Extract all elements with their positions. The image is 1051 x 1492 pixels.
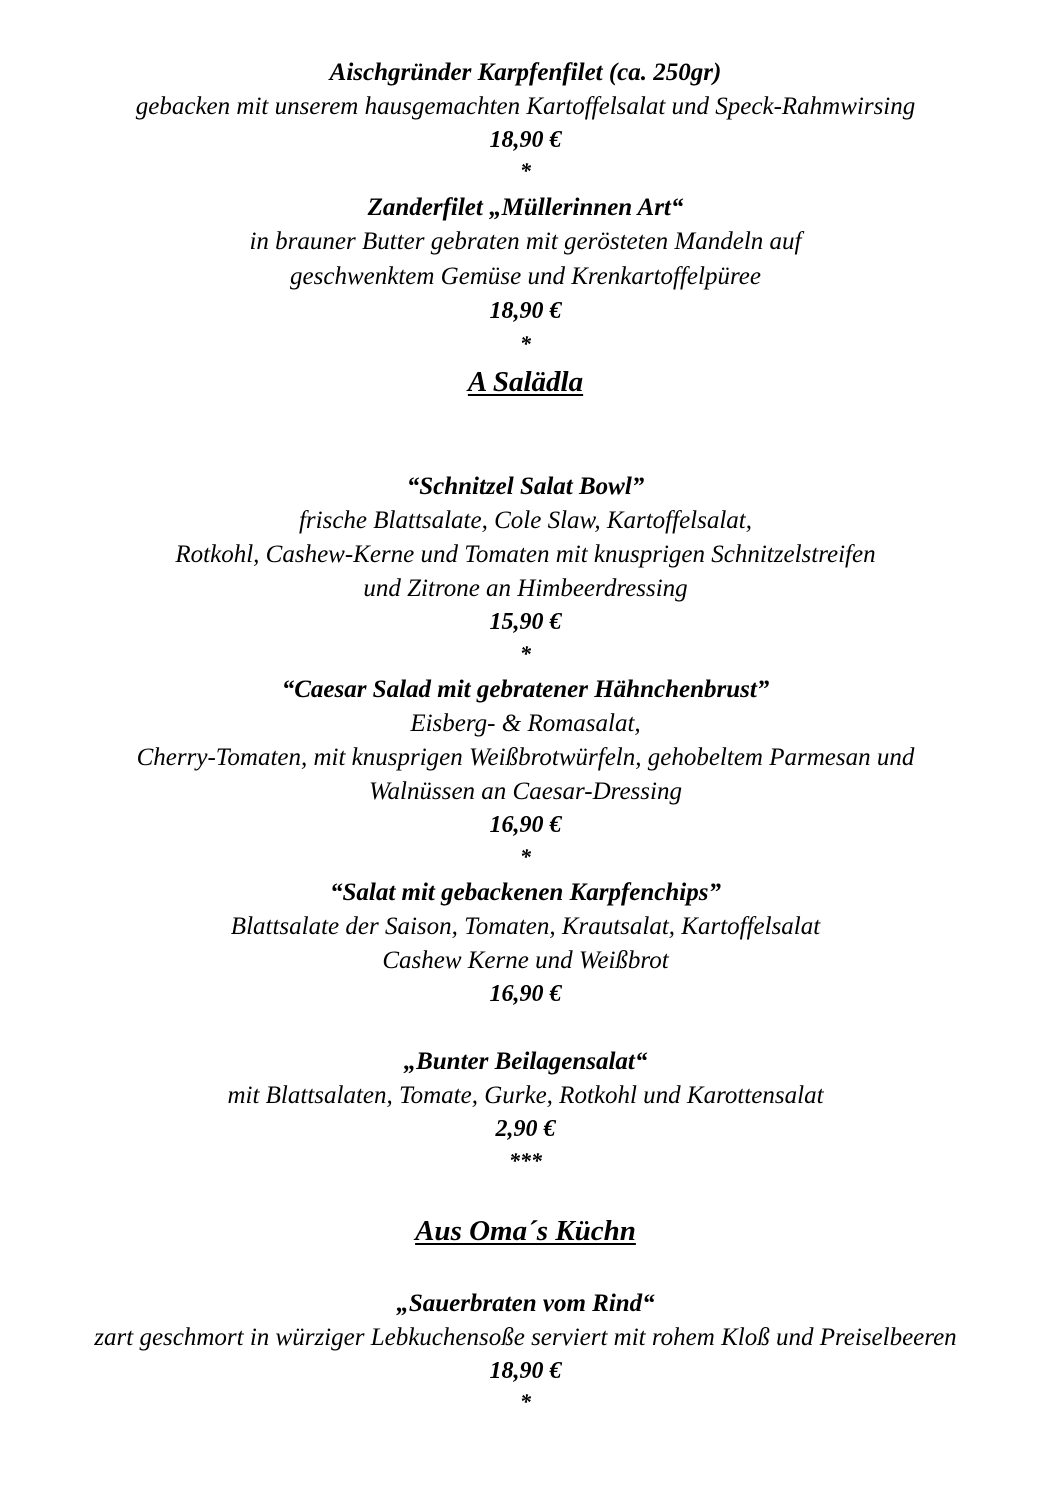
separator: *	[520, 844, 531, 869]
separator: *	[520, 331, 531, 356]
dish-title-zanderfilet: Zanderfilet „Müllerinnen Art“	[367, 194, 684, 221]
dish-description: Cherry-Tomaten, mit knusprigen Weißbrotwürfeln, gehobeltem Parmesan und	[136, 744, 915, 771]
dish-description: Walnüssen an Caesar-Dressing	[369, 778, 682, 805]
dish-description: Cashew Kerne und Weißbrot	[382, 947, 669, 974]
dish-title-schnitzel-salat-bowl: “Schnitzel Salat Bowl”	[406, 473, 645, 500]
dish-price: 15,90 €	[489, 609, 562, 635]
dish-title-sauerbraten: „Sauerbraten vom Rind“	[396, 1290, 655, 1317]
dish-description: Blattsalate der Saison, Tomaten, Krautsalat, Kartoffelsalat	[230, 913, 821, 940]
dish-description: geschwenktem Gemüse und Krenkartoffelpüree	[290, 263, 761, 290]
dish-price: 16,90 €	[489, 812, 562, 838]
section-heading-oma: Aus Oma´s Küchn	[415, 1215, 636, 1247]
dish-title-caesar-salad: “Caesar Salad mit gebratener Hähnchenbrust”	[281, 676, 770, 703]
dish-price: 16,90 €	[489, 981, 562, 1007]
dish-title-beilagensalat: „Bunter Beilagensalat“	[403, 1048, 648, 1075]
dish-price: 2,90 €	[495, 1116, 556, 1142]
separator: *	[520, 1389, 531, 1414]
section-heading-salate: A Salädla	[467, 366, 584, 398]
dish-description: in brauner Butter gebraten mit gerösteten Mandeln auf	[249, 228, 802, 255]
dish-price: 18,90 €	[489, 298, 562, 324]
dish-description: frische Blattsalate, Cole Slaw, Kartoffelsalat,	[298, 507, 752, 534]
dish-title-karpfenfilet: Aischgründer Karpfenfilet (ca. 250gr)	[329, 59, 722, 86]
separator: ***	[509, 1148, 542, 1173]
separator: *	[520, 641, 531, 666]
dish-title-karpfenchips-salat: “Salat mit gebackenen Karpfenchips”	[330, 879, 721, 906]
dish-description: und Zitrone an Himbeerdressing	[363, 575, 688, 602]
dish-description: Rotkohl, Cashew-Kerne und Tomaten mit knusprigen Schnitzelstreifen	[175, 541, 876, 568]
dish-description: Eisberg- & Romasalat,	[410, 710, 641, 737]
dish-description: mit Blattsalaten, Tomate, Gurke, Rotkohl und Karottensalat	[227, 1082, 824, 1109]
dish-description: gebacken mit unserem hausgemachten Kartoffelsalat und Speck-Rahmwirsing	[135, 93, 916, 120]
dish-description: zart geschmort in würziger Lebkuchensoße serviert mit rohem Kloß und Preiselbeeren	[94, 1324, 957, 1351]
dish-price: 18,90 €	[489, 1358, 562, 1384]
dish-price: 18,90 €	[489, 127, 562, 153]
separator: *	[520, 158, 531, 183]
